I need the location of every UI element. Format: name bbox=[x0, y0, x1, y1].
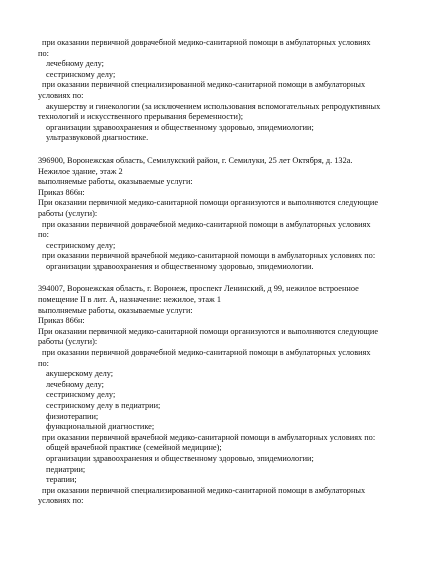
text-line: акушерскому делу; bbox=[46, 369, 114, 379]
text-line: лечебному делу; bbox=[46, 379, 104, 389]
text-line: физиотерапии; bbox=[46, 411, 99, 421]
text-block bbox=[38, 156, 400, 273]
text-line: организации здравоохранения и общественному здоровью, эпидемиологии; bbox=[46, 122, 314, 132]
text-line: терапии; bbox=[46, 475, 77, 485]
text-line: при оказании первичной специализированной медико-санитарной помощи в амбулаторных bbox=[42, 485, 366, 495]
text-line: сестринскому делу в педиатрии; bbox=[46, 401, 161, 410]
text-line: Приказ 866н: bbox=[38, 187, 85, 197]
text-line: технологий и искусственного прерывания беременности); bbox=[38, 112, 244, 122]
text-line: сестринскому делу; bbox=[46, 390, 116, 400]
text-line: 396900, Воронежская область, Семилукский район, г. Семилуки, 25 лет Октября, д. 132а. bbox=[38, 155, 353, 165]
text-line: педиатрии; bbox=[46, 464, 86, 474]
text-line: при оказании первичной доврачебной медико-санитарной помощи в амбулаторных условиях bbox=[42, 348, 371, 358]
text-line: общей врачебной практике (семейной медицине); bbox=[46, 443, 222, 453]
text-line: функциональной диагностике; bbox=[46, 422, 155, 432]
text-line: лечебному делу; bbox=[46, 59, 104, 69]
text-line: при оказании первичной специализированной медико-санитарной помощи в амбулаторных bbox=[42, 80, 366, 90]
text-line: сестринскому делу; bbox=[46, 69, 116, 79]
text-line: 394007, Воронежская область, г. Воронеж, проспект Ленинский, д 99, нежилое встроенное bbox=[38, 284, 359, 294]
text-line: по: bbox=[38, 48, 49, 58]
text-line: работы (услуги): bbox=[38, 337, 98, 347]
text-line: по: bbox=[38, 230, 49, 240]
text-line: при оказании первичной доврачебной медико-санитарной помощи в амбулаторных условиях bbox=[42, 219, 371, 229]
text-block bbox=[38, 284, 400, 506]
text-line: ультразвуковой диагностике. bbox=[46, 133, 149, 143]
text-line: при оказании первичной доврачебной медико-санитарной помощи в амбулаторных условиях bbox=[42, 38, 371, 47]
text-line: сестринскому делу; bbox=[46, 240, 116, 250]
text-line: организации здравоохранения и общественному здоровью, эпидемиологии. bbox=[46, 261, 314, 271]
text-line: при оказании первичной врачебной медико-санитарной помощи в амбулаторных условиях по: bbox=[42, 251, 376, 261]
text-line: организации здравоохранения и общественному здоровью, эпидемиологии; bbox=[46, 453, 314, 463]
text-line: по: bbox=[38, 358, 49, 368]
text-line: Нежилое здание, этаж 2 bbox=[38, 166, 123, 176]
text-line: при оказании первичной врачебной медико-санитарной помощи в амбулаторных условиях по: bbox=[42, 432, 376, 442]
text-line: работы (услуги): bbox=[38, 208, 98, 218]
text-line: При оказании первичной медико-санитарной помощи организуются и выполняются следующие bbox=[38, 198, 379, 208]
text-line: выполняемые работы, оказываемые услуги: bbox=[38, 177, 193, 187]
text-line: условиях по: bbox=[38, 90, 84, 100]
text-block bbox=[38, 38, 400, 144]
text-line: При оказании первичной медико-санитарной помощи организуются и выполняются следующие bbox=[38, 326, 379, 336]
text-line: помещение II в лит. А, назначение: нежилое, этаж 1 bbox=[38, 295, 221, 305]
text-line: Приказ 866н: bbox=[38, 316, 85, 326]
text-line: выполняемые работы, оказываемые услуги: bbox=[38, 305, 193, 315]
text-line: условиях по: bbox=[38, 496, 84, 506]
text-line: акушерству и гинекологии (за исключением использования вспомогательных репродуктивных bbox=[46, 101, 381, 111]
